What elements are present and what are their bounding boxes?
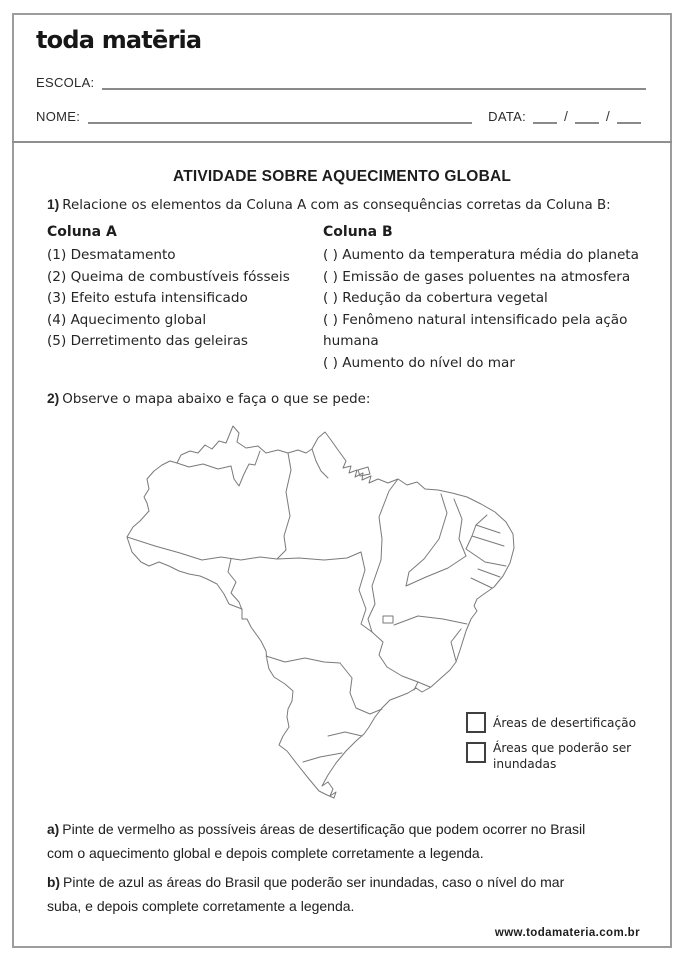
name-blank-line [88, 108, 472, 124]
column-b-item: ( ) Aumento da temperatura média do planeta [323, 247, 639, 263]
legend-checkbox-desertification [466, 712, 486, 733]
date-slash: / [605, 108, 610, 124]
column-a-list [47, 245, 290, 353]
footer-url: www.todamateria.com.br [494, 927, 640, 939]
activity-title: ATIVIDADE SOBRE AQUECIMENTO GLOBAL [172, 168, 512, 185]
date-year-blank [617, 108, 641, 124]
school-blank-line [102, 74, 646, 90]
brand-logo: toda matēria [36, 26, 202, 54]
legend-label-flood: Áreas que poderão ser inundadas [493, 741, 632, 771]
school-row [36, 74, 646, 90]
column-b-item: ( ) Aumento do nível do mar [323, 354, 515, 371]
column-a-item: (3) Efeito estufa intensificado [47, 290, 248, 306]
question-1 [47, 197, 647, 213]
column-b-item: ( ) Redução da cobertura vegetal [323, 290, 548, 306]
date-day-blank [533, 108, 557, 124]
name-label: NOME: [36, 109, 81, 124]
column-b-header: Coluna B [323, 224, 393, 240]
question-2-marker: 2) [47, 391, 60, 406]
school-label: ESCOLA: [36, 75, 95, 90]
distrito-federal [383, 616, 393, 623]
column-b-item-wrap: humana [323, 333, 379, 349]
name-date-row [36, 108, 648, 124]
column-a-item: (4) Aquecimento global [47, 311, 207, 328]
column-a-item: (5) Derretimento das geleiras [47, 333, 248, 349]
question-1-text: Relacione os elementos da Coluna A com as consequências corretas da Coluna B: [62, 198, 611, 213]
header-divider [12, 141, 672, 143]
task-b-marker: b) [47, 875, 61, 890]
question-2-text: Observe o mapa abaixo e faça o que se pede: [62, 392, 371, 407]
state-borders [127, 449, 506, 762]
date-month-blank [575, 108, 599, 124]
column-a-item: (2) Queima de combustíveis fósseis [47, 268, 290, 285]
column-b-item: ( ) Emissão de gases poluentes na atmosfera [323, 268, 631, 285]
brazil-outline [127, 426, 514, 798]
legend-label-desertification: Áreas de desertificação [493, 716, 637, 730]
task-a-marker: a) [47, 822, 60, 837]
column-a-header: Coluna A [47, 224, 117, 240]
question-1-marker: 1) [47, 197, 60, 212]
column-b-item: ( ) Fenômeno natural intensificado pela ação [323, 311, 628, 328]
brazil-map [100, 420, 520, 800]
date-label: DATA: [488, 109, 526, 124]
task-b: b) Pinte de azul as áreas do Brasil que poderão ser inundadas, caso o nível do mar suba, e depois complete corretamente a legenda. [47, 874, 565, 914]
column-b-list [323, 245, 668, 374]
task-a: a) Pinte de vermelho as possíveis áreas de desertificação que podem ocorrer no Brasil com o aquecimento global e depois complete corretamente a legenda. [47, 821, 586, 861]
column-a-item: (1) Desmatamento [47, 247, 176, 263]
legend-checkbox-flood [466, 742, 486, 763]
date-slash: / [563, 108, 568, 124]
question-2 [47, 391, 647, 407]
